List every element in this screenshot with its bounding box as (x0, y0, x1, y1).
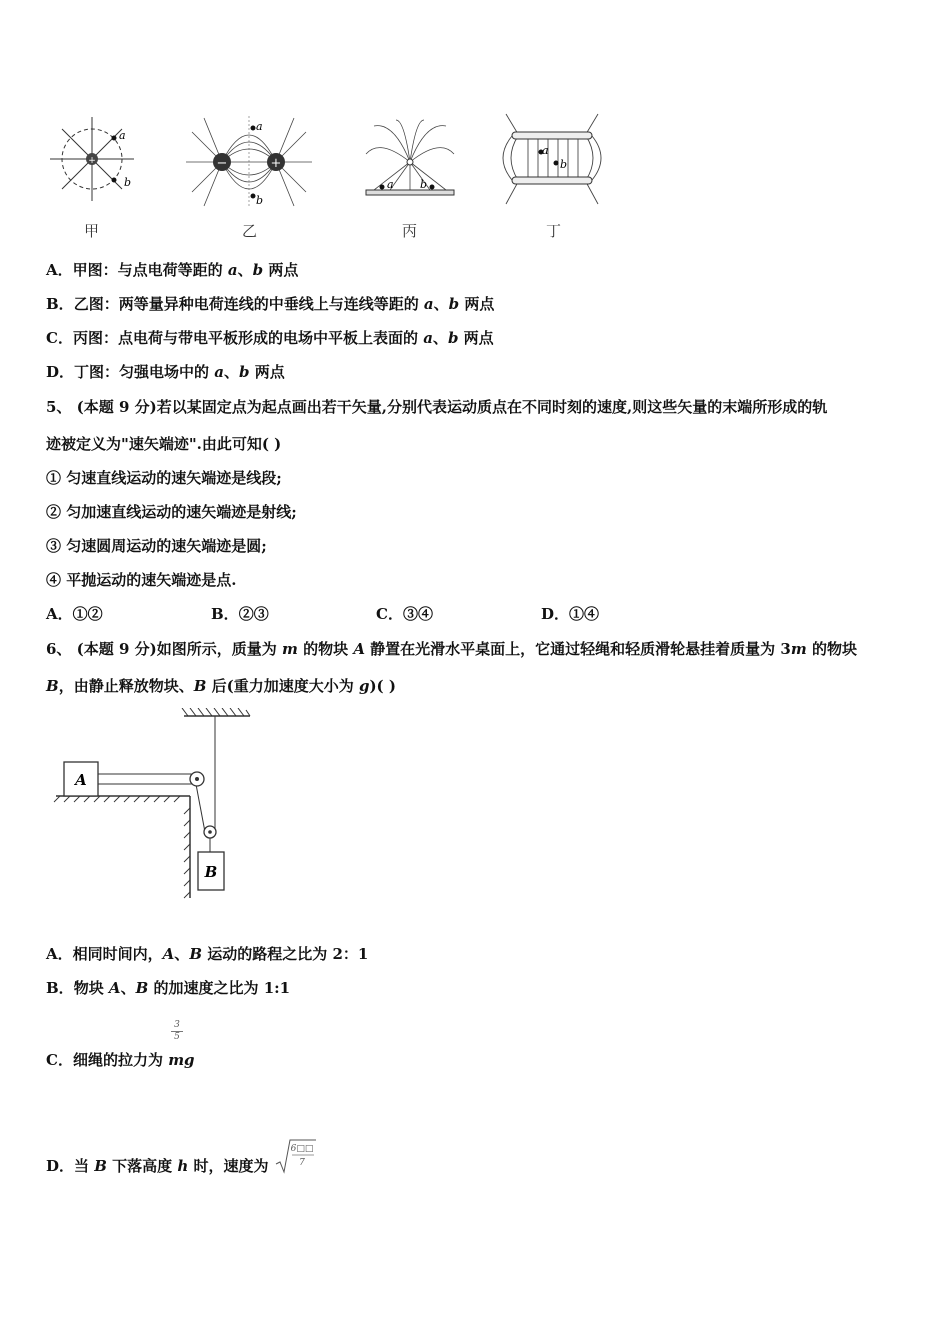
point-label-b: b (420, 178, 428, 191)
q5-option-a[interactable]: A．①② (46, 605, 103, 623)
q4-option-b[interactable]: B．乙图：两等量异种电荷连线的中垂线上与连线等距的 a、b 两点 (46, 295, 495, 313)
q4-option-d[interactable]: D．丁图：匀强电场中的 a、b 两点 (46, 363, 285, 381)
point-label-a: a (119, 129, 126, 142)
q4-option-c[interactable]: C．丙图：点电荷与带电平板形成的电场中平板上表面的 a、b 两点 (46, 329, 494, 347)
sqrt-denominator: 7 (299, 1158, 305, 1168)
point-label-b: b (256, 194, 264, 207)
q6-option-b[interactable]: B．物块 A、B 的加速度之比为 1:1 (46, 979, 291, 997)
figure-jia (48, 112, 140, 210)
q6-option-d[interactable]: D．当 B 下落高度 h 时，速度为 (46, 1157, 269, 1175)
q5-option-b[interactable]: B．②③ (211, 605, 269, 623)
q5-option-c[interactable]: C．③④ (376, 605, 433, 623)
fraction-3-5: $\frac{3}{5}$ (171, 1020, 183, 1043)
figure-bing (360, 118, 460, 204)
q5-statement-3: ③ 匀速圆周运动的速矢端迹是圆; (46, 537, 267, 555)
q5-options (46, 604, 706, 624)
q4-option-a[interactable]: A．甲图：与点电荷等距的 a、b 两点 (46, 261, 299, 279)
q5-statement-2: ② 匀加速直线运动的速矢端迹是射线; (46, 503, 297, 521)
pulley-figure (50, 708, 270, 908)
point-label-b: b (560, 158, 568, 171)
svg-text:+: + (88, 156, 96, 166)
q6-option-c[interactable]: C．细绳的拉力为 mg (46, 1051, 195, 1069)
figure-yi (182, 112, 316, 210)
q6-stem-line2: B，由静止释放物块、B 后(重力加速度大小为 g)( ) (46, 677, 396, 695)
figure-ding (498, 110, 606, 210)
sqrt-numerator: 6□□ (290, 1144, 314, 1154)
caption-yi: 乙 (242, 222, 258, 240)
q5-statement-1: ① 匀速直线运动的速矢端迹是线段; (46, 469, 282, 487)
q5-stem-line2: 迹被定义为"速矢端迹".由此可知( ) (46, 435, 282, 453)
caption-ding: 丁 (546, 222, 562, 240)
point-label-a: a (387, 178, 394, 191)
point-label-a: a (256, 120, 263, 133)
caption-bing: 丙 (402, 222, 418, 240)
sqrt-expression (274, 1138, 318, 1176)
q5-statement-4: ④ 平抛运动的速矢端迹是点. (46, 571, 237, 589)
block-b-label: B (204, 863, 218, 881)
block-a-label: A (75, 771, 87, 789)
q5-stem-line1: 5、 (本题 9 分)若以某固定点为起点画出若干矢量,分别代表运动质点在不同时刻的速度,则这些矢量的末端所形成的轨 (46, 398, 828, 416)
point-label-a: a (542, 144, 549, 157)
q6-option-a[interactable]: A．相同时间内，A、B 运动的路程之比为 2：1 (46, 945, 369, 963)
q6-stem-line1: 6、 (本题 9 分)如图所示，质量为 m 的物块 A 静置在光滑水平桌面上，它通过轻绳和轻质滑轮悬挂着质量为 3m 的物块 (46, 640, 857, 658)
caption-jia: 甲 (84, 222, 100, 240)
svg-text:−: − (216, 156, 228, 171)
q5-option-d[interactable]: D．①④ (541, 605, 600, 623)
point-label-b: b (124, 176, 132, 189)
svg-text:+: + (270, 156, 282, 171)
